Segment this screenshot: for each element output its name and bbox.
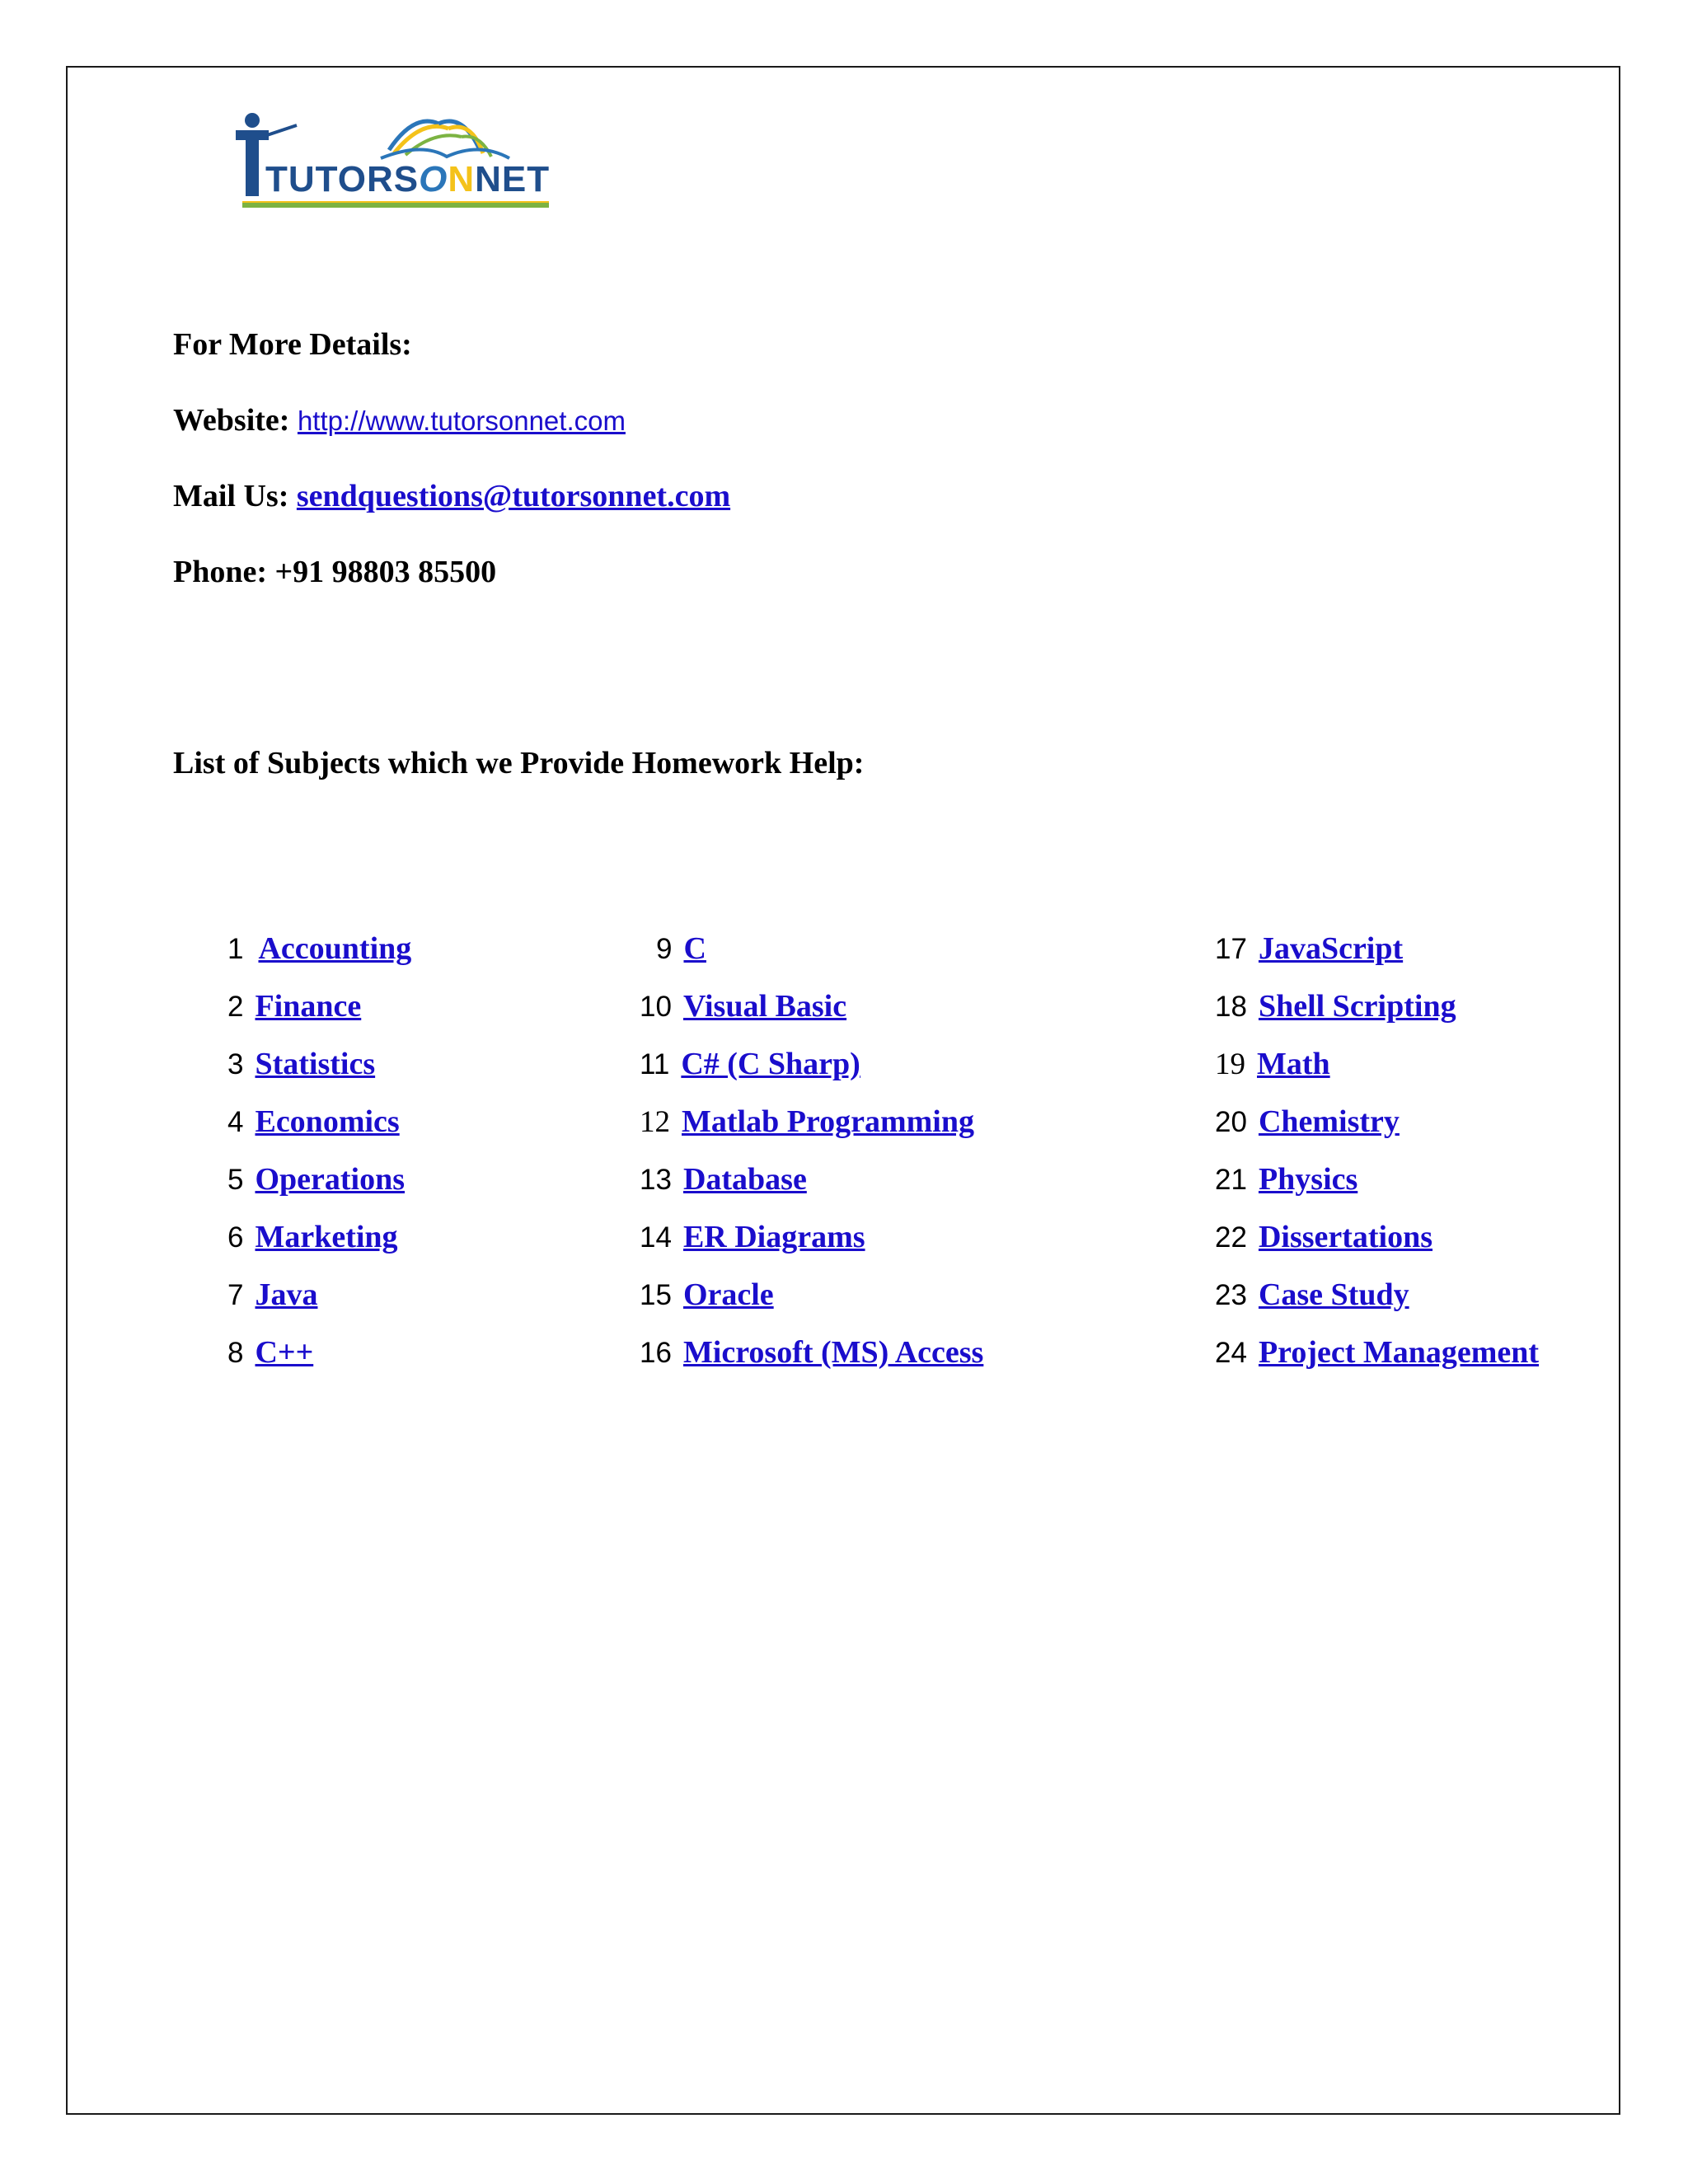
subject-item xyxy=(1215,930,1403,968)
subject-number: 4 xyxy=(227,1106,244,1138)
subject-number: 13 xyxy=(640,1164,672,1196)
subject-number: 9 xyxy=(656,933,673,965)
subject-item xyxy=(656,930,706,968)
subject-number: 10 xyxy=(640,991,672,1023)
subject-item xyxy=(1215,1218,1432,1257)
subject-link-math[interactable]: Math xyxy=(1257,1047,1330,1081)
logo-text-n: N xyxy=(448,159,476,199)
subject-link-cpp[interactable]: C++ xyxy=(255,1335,314,1370)
phone-label: Phone: xyxy=(173,555,267,589)
mail-label: Mail Us: xyxy=(173,479,289,513)
subject-link-oracle[interactable]: Oracle xyxy=(682,1277,774,1312)
subject-item xyxy=(640,1276,774,1315)
subject-link-marketing[interactable]: Marketing xyxy=(255,1220,398,1254)
logo-wordmark xyxy=(265,157,550,198)
subject-number: 6 xyxy=(227,1221,244,1254)
subject-link-case-study[interactable]: Case Study xyxy=(1258,1277,1409,1312)
subjects-heading: List of Subjects which we Provide Homework Help: xyxy=(173,746,865,780)
subject-link-java[interactable]: Java xyxy=(255,1277,318,1312)
phone-line xyxy=(173,554,496,590)
subject-item xyxy=(227,1160,405,1199)
subject-number: 2 xyxy=(227,991,244,1023)
subject-item xyxy=(640,1333,983,1372)
subject-number: 7 xyxy=(227,1279,244,1311)
subject-number: 12 xyxy=(640,1105,670,1139)
subject-item xyxy=(1215,1333,1539,1372)
subject-item xyxy=(640,987,846,1026)
subject-number: 14 xyxy=(640,1221,672,1254)
subject-link-dissertations[interactable]: Dissertations xyxy=(1258,1220,1433,1254)
mail-link[interactable]: sendquestions@tutorsonnet.com xyxy=(296,479,731,513)
website-label: Website: xyxy=(173,403,290,438)
subject-item xyxy=(227,930,411,968)
subject-number: 24 xyxy=(1215,1337,1247,1369)
subject-item xyxy=(227,987,361,1026)
contact-heading: For More Details: xyxy=(173,327,412,362)
subject-item xyxy=(1215,1160,1357,1199)
logo-text-o: O xyxy=(419,159,448,199)
subject-item xyxy=(227,1103,400,1141)
subject-link-project-management[interactable]: Project Management xyxy=(1258,1335,1540,1370)
subject-link-shell-scripting[interactable]: Shell Scripting xyxy=(1258,989,1456,1024)
subject-number: 19 xyxy=(1215,1047,1245,1081)
subject-link-er-diagrams[interactable]: ER Diagrams xyxy=(682,1220,865,1254)
subject-link-matlab[interactable]: Matlab Programming xyxy=(682,1104,974,1139)
tutorsonnet-logo[interactable] xyxy=(232,109,554,208)
subject-number: 20 xyxy=(1215,1106,1247,1138)
subject-link-operations[interactable]: Operations xyxy=(255,1162,406,1197)
subject-item xyxy=(640,1045,860,1084)
subject-link-accounting[interactable]: Accounting xyxy=(258,931,412,966)
page-border xyxy=(66,66,1620,2115)
subject-item xyxy=(227,1218,398,1257)
subject-item xyxy=(640,1103,974,1141)
subject-number: 17 xyxy=(1215,933,1247,965)
subject-item xyxy=(1215,1276,1409,1315)
website-link[interactable]: http://www.tutorsonnet.com xyxy=(297,405,626,436)
subject-item xyxy=(640,1218,865,1257)
subject-link-ms-access[interactable]: Microsoft (MS) Access xyxy=(682,1335,984,1370)
logo-underline xyxy=(242,201,549,208)
logo-text-tutors: TUTORS xyxy=(265,159,420,199)
phone-number: +91 98803 85500 xyxy=(274,555,497,589)
subject-link-visual-basic[interactable]: Visual Basic xyxy=(682,989,847,1024)
subject-link-c[interactable]: C xyxy=(683,931,706,966)
subject-link-javascript[interactable]: JavaScript xyxy=(1258,931,1404,966)
subject-link-chemistry[interactable]: Chemistry xyxy=(1258,1104,1400,1139)
website-line xyxy=(173,402,626,438)
subject-item xyxy=(227,1045,375,1084)
subject-number: 1 xyxy=(227,933,244,965)
subject-link-csharp[interactable]: C# (C Sharp) xyxy=(681,1047,860,1081)
subject-number: 21 xyxy=(1215,1164,1247,1196)
subject-number: 15 xyxy=(640,1279,672,1311)
logo-text-net: NET xyxy=(475,159,551,199)
subject-link-statistics[interactable]: Statistics xyxy=(255,1047,376,1081)
subject-number: 3 xyxy=(227,1048,244,1080)
subject-link-database[interactable]: Database xyxy=(682,1162,807,1197)
subject-item xyxy=(1215,1045,1330,1084)
mail-line xyxy=(173,478,730,514)
subject-number: 8 xyxy=(227,1337,244,1369)
subject-number: 5 xyxy=(227,1164,244,1196)
subject-item xyxy=(227,1333,313,1372)
subject-item xyxy=(1215,987,1456,1026)
subject-item xyxy=(227,1276,317,1315)
subject-link-economics[interactable]: Economics xyxy=(255,1104,400,1139)
subject-link-finance[interactable]: Finance xyxy=(255,989,362,1024)
subject-number: 16 xyxy=(640,1337,672,1369)
subject-number: 11 xyxy=(640,1048,670,1080)
subject-number: 18 xyxy=(1215,991,1247,1023)
subject-number: 23 xyxy=(1215,1279,1247,1311)
subject-item xyxy=(640,1160,807,1199)
subject-item xyxy=(1215,1103,1400,1141)
subject-number: 22 xyxy=(1215,1221,1247,1254)
subject-link-physics[interactable]: Physics xyxy=(1258,1162,1358,1197)
